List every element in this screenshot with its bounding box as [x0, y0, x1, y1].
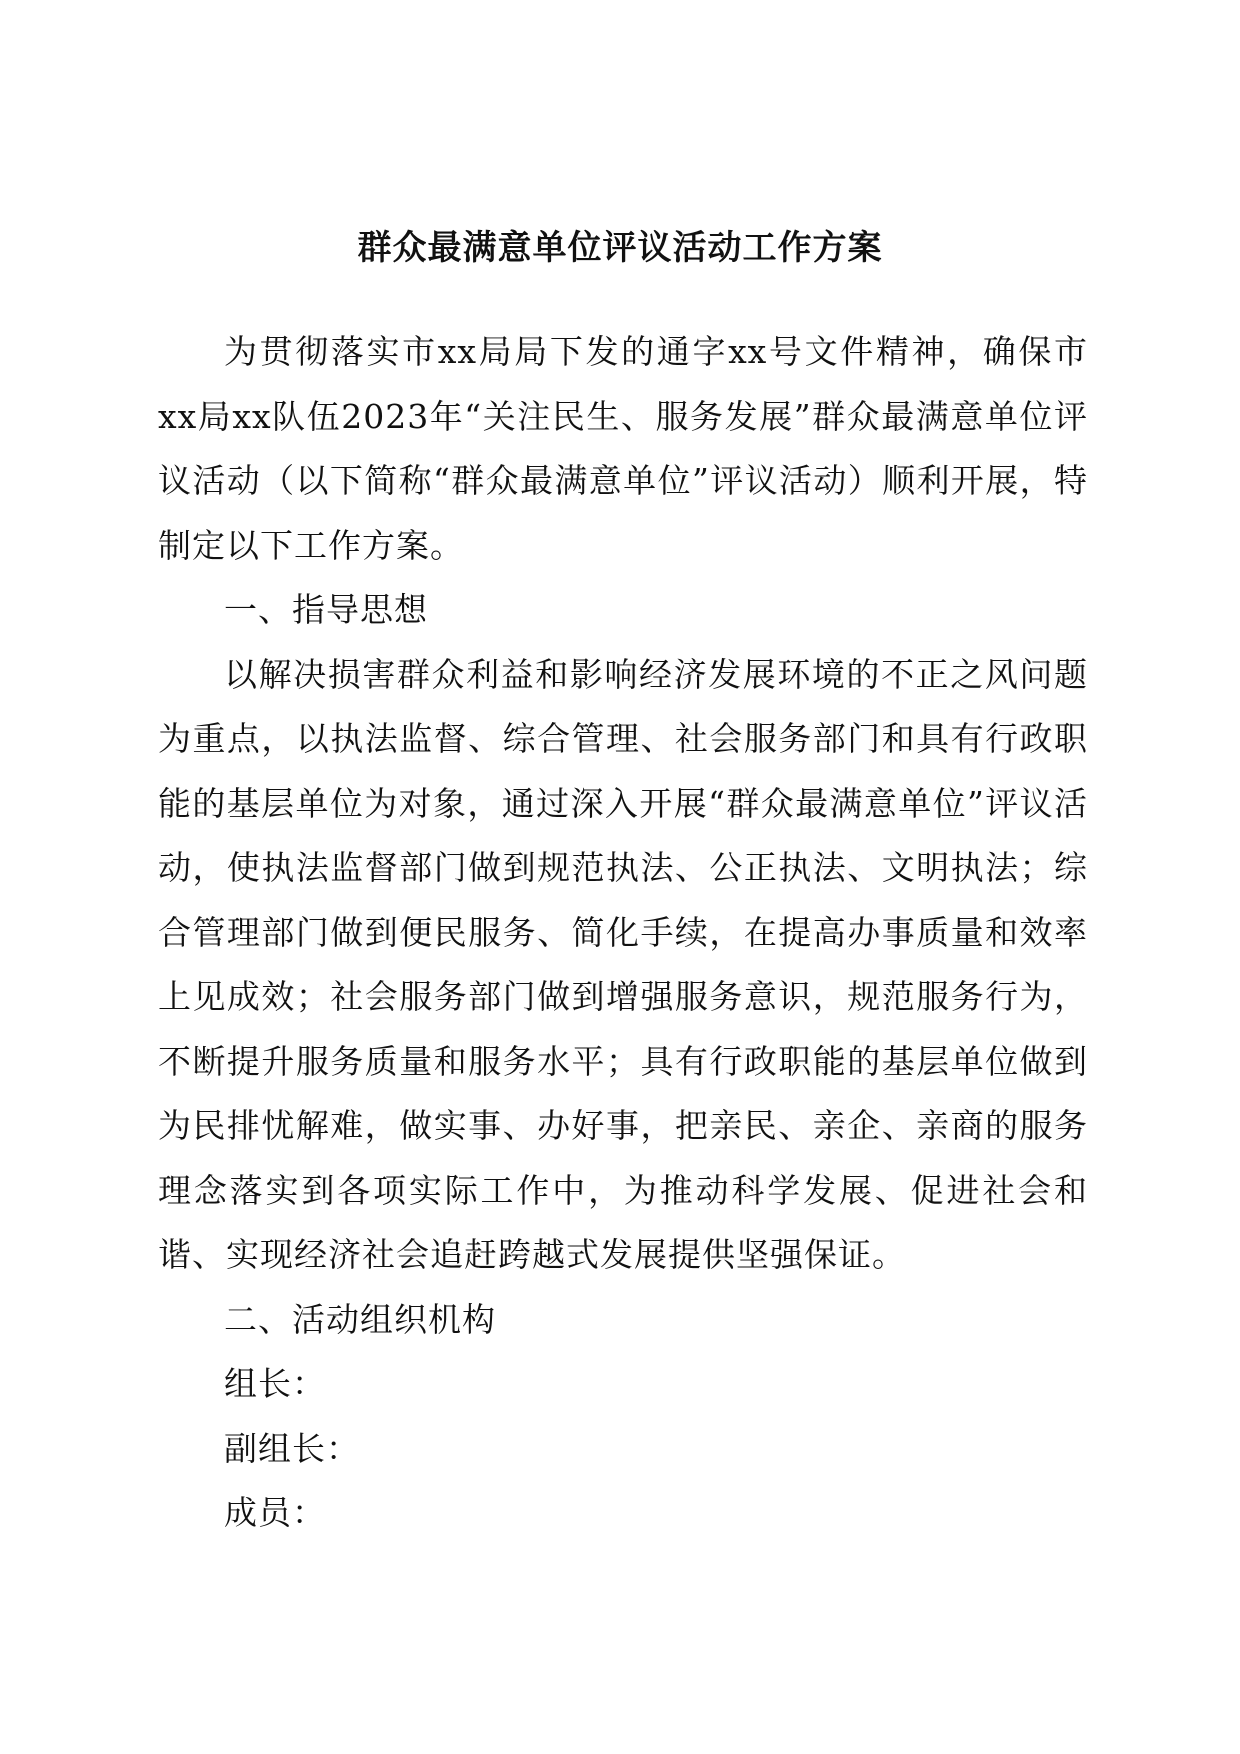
- deputy-leader-line: 副组长：: [224, 1428, 360, 1468]
- document-title: 群众最满意单位评议活动工作方案: [357, 228, 883, 268]
- team-leader-line: 组长：: [224, 1364, 326, 1403]
- section-heading-guiding-ideology: 一、指导思想: [224, 590, 428, 629]
- section-heading-organization: 二、活动组织机构: [224, 1299, 496, 1339]
- intro-paragraph: 为贯彻落实市xx局局下发的通字xx号文件精神，确保市xx局xx队伍2023年“关注民生、服务发展”群众最满意单位评议活动（以下简称“群众最满意单位”评议活动）顺利开展，特制定以下工作方案。: [158, 332, 1088, 565]
- members-line: 成员：: [224, 1493, 326, 1532]
- guiding-ideology-paragraph: 以解决损害群众利益和影响经济发展环境的不正之风问题为重点，以执法监督、综合管理、社会服务部门和具有行政职能的基层单位为对象，通过深入开展“群众最满意单位”评议活动，使执法监督部门做到规范执法、公正执法、文明执法；综合管理部门做到便民服务、简化手续，在提高办事质量和效率上见成效；社会服务部门做到增强服务意识，规范服务行为，不断提升服务质量和服务水平；具有行政职能的基层单位做到为民排忧解难，做实事、办好事，把亲民、亲企、亲商的服务理念落实到各项实际工作中，为推动科学发展、促进社会和谐、实现经济社会追赶跨越式发展提供坚强保证。: [158, 654, 1088, 1274]
- document-body: [158, 320, 1088, 1546]
